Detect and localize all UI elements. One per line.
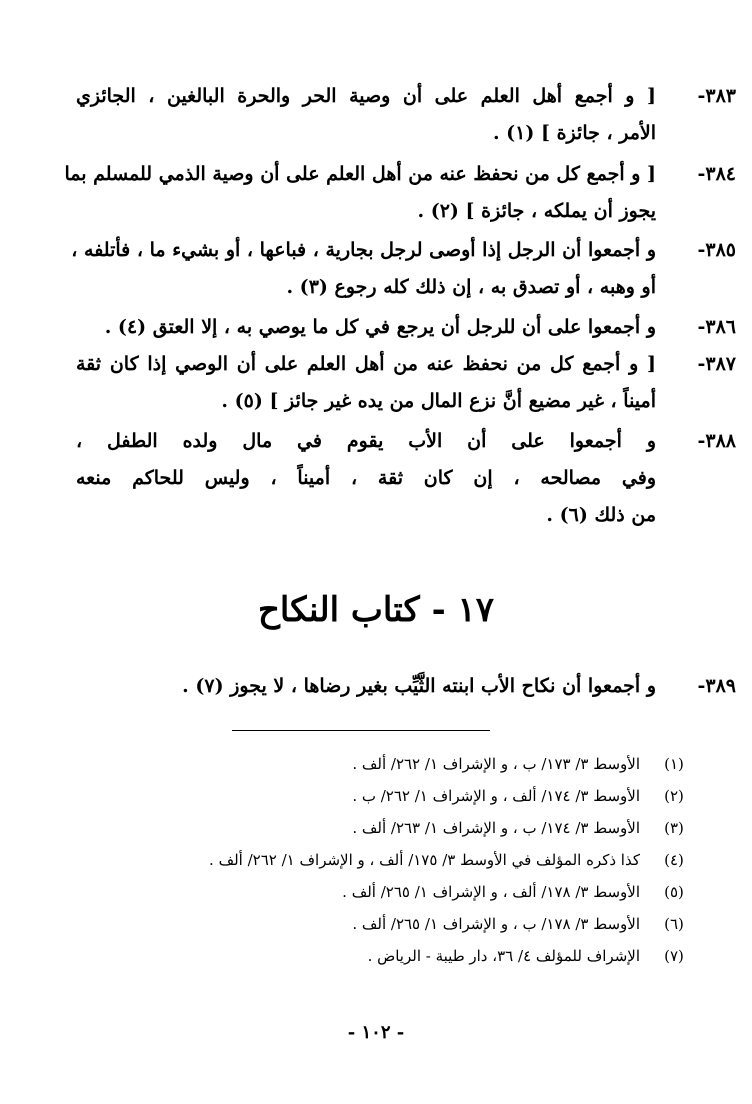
footnote-number: (٥) — [664, 883, 684, 901]
page-number: - ١٠٢ - — [347, 1022, 405, 1043]
entry-385 — [71, 232, 736, 306]
entry-386 — [76, 309, 736, 346]
entry-number: ٣٨٥- — [697, 239, 736, 261]
entry-line: وفي مصالحه ، إن كان ثقة ، أميناً ، وليس للحاكم منعه — [76, 467, 656, 489]
entry-389 — [76, 668, 736, 705]
footnote — [352, 786, 684, 806]
entry-number: ٣٨٩- — [697, 675, 736, 697]
footnote-text: الأوسط ٣/ ١٧٤/ ألف ، و الإشراف ١/ ٢٦٢/ ب . — [352, 787, 640, 805]
footnote-text: الأوسط ٣/ ١٧٤/ ب ، و الإشراف ١/ ٢٦٣/ ألف . — [352, 819, 640, 837]
entry-line: من ذلك (٦) . — [546, 504, 656, 526]
entry-line: و أجمعوا أن الرجل إذا أوصى لرجل بجارية ، فباعها ، أو بشيء ما ، فأتلفه ، — [71, 239, 656, 261]
entry-line: [ و أجمع أهل العلم على أن وصية الحر والحرة البالغين ، الجائزي — [76, 85, 656, 107]
entry-line: [ و أجمع كل من نحفظ عنه من أهل العلم على أن الوصي إذا كان ثقة — [76, 353, 656, 375]
footnote-text: الأوسط ٣/ ١٧٣/ ب ، و الإشراف ١/ ٢٦٢/ ألف . — [352, 755, 640, 773]
footnote-text: كذا ذكره المؤلف في الأوسط ٣/ ١٧٥/ ألف ، و الإشراف ١/ ٢٦٢/ ألف . — [209, 851, 640, 869]
chapter-title: ١٧ - كتاب النكاح — [257, 590, 495, 630]
footnote-number: (٢) — [664, 787, 684, 805]
footnote — [352, 818, 684, 838]
footnote-text: الأوسط ٣/ ١٧٨/ ألف ، و الإشراف ١/ ٢٦٥/ ألف . — [342, 883, 640, 901]
entry-line: يجوز أن يملكه ، جائزة ] (٢) . — [417, 200, 656, 222]
footnote-number: (٤) — [664, 851, 684, 869]
footnote — [352, 754, 684, 774]
entry-number: ٣٨٧- — [697, 353, 736, 375]
entry-line: أو وهبه ، أو تصدق به ، إن ذلك كله رجوع (٣) . — [286, 276, 656, 298]
entry-number: ٣٨٦- — [697, 316, 736, 338]
footnote-number: (٧) — [664, 947, 684, 965]
footnote-text: الإشراف للمؤلف ٤/ ٣٦، دار طيبة - الرياض . — [367, 947, 640, 965]
entry-line: [ و أجمع كل من نحفظ عنه من أهل العلم على أن وصية الذمي للمسلم بما — [64, 163, 656, 185]
entry-line: و أجمعوا على أن الأب يقوم في مال ولده الطفل ، — [76, 430, 656, 452]
footnote-number: (٣) — [664, 819, 684, 837]
entry-number: ٣٨٤- — [697, 163, 736, 185]
entry-line: أميناً ، غير مضيع أنَّ نزع المال من يده غير جائز ] (٥) . — [221, 390, 656, 412]
footnote — [352, 914, 684, 934]
footnote-divider — [232, 730, 490, 731]
footnote-number: (٦) — [664, 915, 684, 933]
entry-383 — [76, 78, 736, 152]
footnote — [367, 946, 684, 966]
entry-384 — [64, 156, 736, 230]
footnote-number: (١) — [664, 755, 684, 773]
footnote — [342, 882, 684, 902]
entry-line: و أجمعوا على أن للرجل أن يرجع في كل ما يوصي به ، إلا العتق (٤) . — [104, 316, 656, 338]
entry-number: ٣٨٣- — [697, 85, 736, 107]
entry-line: الأمر ، جائزة ] (١) . — [492, 122, 656, 144]
entry-line: و أجمعوا أن نكاح الأب ابنته الثَّيِّب بغير رضاها ، لا يجوز (٧) . — [182, 675, 656, 697]
footnote — [209, 850, 684, 870]
entry-388 — [76, 423, 736, 534]
entry-387 — [76, 346, 736, 420]
entry-number: ٣٨٨- — [697, 430, 736, 452]
footnote-text: الأوسط ٣/ ١٧٨/ ب ، و الإشراف ١/ ٢٦٥/ ألف . — [352, 915, 640, 933]
